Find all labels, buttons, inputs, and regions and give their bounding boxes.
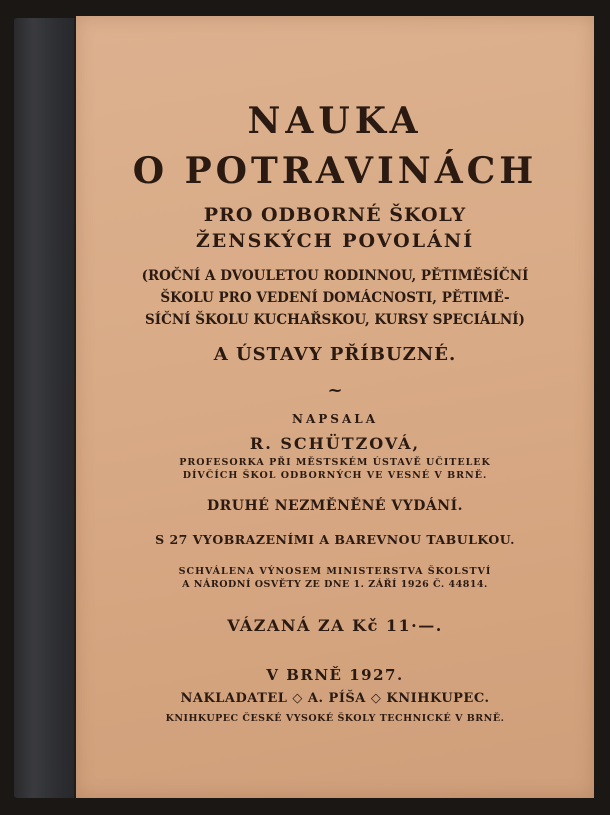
author-affiliation-line-2: DÍVČÍCH ŠKOL ODBORNÝCH VE VESNÉ V BRNĚ. [182,470,488,481]
subtitle-line-1: PRO ODBORNÉ ŠKOLY [203,204,467,226]
subtitle-line-2: ŽENSKÝCH POVOLÁNÍ [195,230,475,252]
ornament-icon: ~ [327,380,343,401]
parenthetical-line-1: (ROČNÍ A DVOULETOU RODINNOU, PĚTIMĚSÍČNÍ [141,268,529,284]
book-spine [14,18,80,798]
parenthetical-line-3: SÍČNÍ ŠKOLU KUCHAŘSKOU, KURSY SPECIÁLNÍ) [145,312,525,328]
publisher-line-2: KNIHKUPEC ČESKÉ VYSOKÉ ŠKOLY TECHNICKÉ V BRNĚ. [165,713,505,724]
illustrations-statement: S 27 VYOBRAZENÍMI A BAREVNOU TABULKOU. [155,532,515,547]
place-and-year: V BRNĚ 1927. [266,666,404,684]
parenthetical-line-2: ŠKOLU PRO VEDENÍ DOMÁCNOSTI, PĚTIMĚ- [160,290,510,306]
author-affiliation-line-1: PROFESORKA PŘI MĚSTSKÉM ÚSTAVĚ UČITELEK [179,457,491,468]
publisher-line-1: NAKLADATEL ◇ A. PÍŠA ◇ KNIHKUPEC. [180,691,490,706]
title-line-1: NAUKA [247,100,423,142]
price-statement: VÁZANÁ ZA Kč 11·—. [227,616,443,635]
author-name: R. SCHÜTZOVÁ, [249,434,421,453]
author-label: NAPSALA [291,412,379,426]
title-line-2: O POTRAVINÁCH [132,150,538,192]
subtitle-line-3: A ÚSTAVY PŘÍBUZNÉ. [213,344,457,365]
approval-line-2: A NÁRODNÍ OSVĚTY ZE DNE 1. ZÁŘÍ 1926 Č. 44814. [182,579,488,590]
approval-line-1: SCHVÁLENA VÝNOSEM MINISTERSTVA ŠKOLSTVÍ [178,566,492,577]
book-cover [76,16,594,798]
edition-statement: DRUHÉ NEZMĚNĚNÉ VYDÁNÍ. [206,498,463,514]
